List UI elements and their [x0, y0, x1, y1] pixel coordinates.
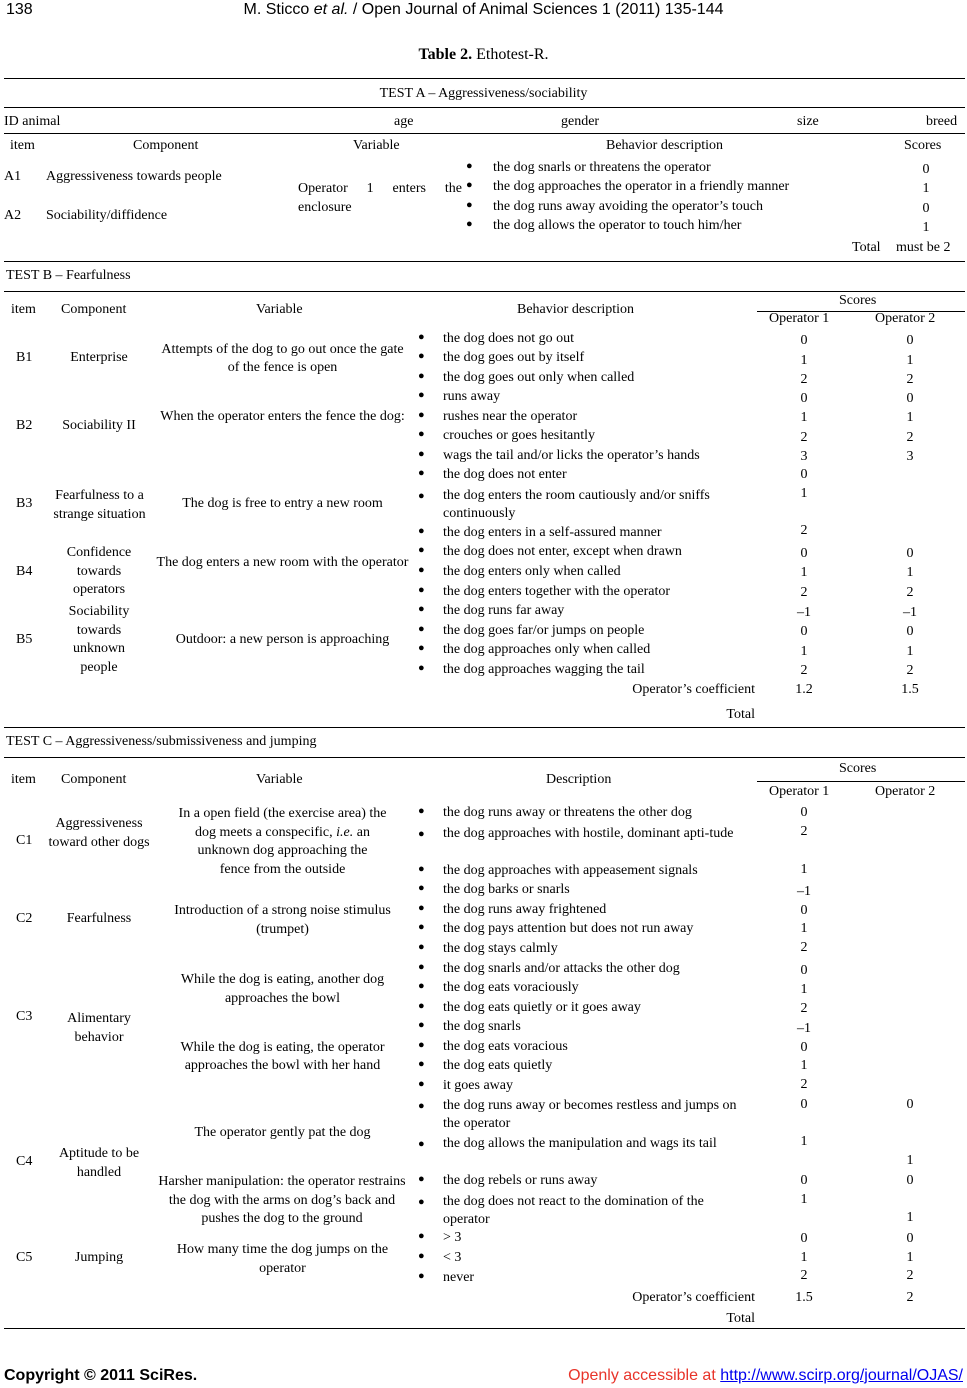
item-c1: C1 — [16, 833, 33, 848]
variable-line: unknown dog approaching the — [197, 843, 368, 858]
item-b4: B4 — [16, 564, 33, 579]
score-value: 2 — [800, 584, 808, 600]
op1-c5 — [784, 1230, 824, 1286]
score-value: 2 — [800, 824, 808, 839]
description-item: ● crouches or goes hesitantly — [418, 428, 596, 443]
col-behavior-description: Behavior description — [606, 138, 724, 153]
score-value: –1 — [797, 884, 811, 899]
score-value: 0 — [800, 902, 808, 918]
col-behavior-description: Behavior description — [517, 302, 635, 317]
description-item: ● the dog enters together with the operator — [418, 584, 671, 599]
score-value: 2 — [906, 662, 914, 678]
coefficient-label-c: Operator’s coefficient — [632, 1290, 755, 1305]
score-value: 1 — [922, 219, 930, 235]
col-scores: Scores — [839, 293, 877, 308]
score-value: 1 — [906, 643, 914, 659]
score-value: 2 — [800, 1001, 808, 1016]
col-item: item — [11, 302, 36, 317]
item-a1: A1 — [4, 169, 22, 184]
copyright: Copyright © 2011 SciRes. — [4, 1367, 198, 1384]
score-value: 1 — [800, 410, 808, 426]
score-value: 1 — [800, 1058, 808, 1074]
description-item: ● the dog enters the room cautiously and/or sniffs continuously — [418, 488, 710, 521]
table-bottom-rule — [4, 1328, 965, 1329]
variable-b5: Outdoor: a new person is approaching — [175, 632, 390, 647]
col-description: Description — [546, 772, 612, 787]
variable-b4: The dog enters a new room with the operator — [156, 555, 409, 570]
item-c4: C4 — [16, 1154, 33, 1169]
op2-b1 — [890, 331, 930, 390]
variable-c2: Introduction of a strong noise stimulus (trumpet) — [174, 903, 391, 937]
description-item: ● the dog snarls and/or attacks the other dog — [418, 961, 680, 976]
gender-label: gender — [561, 114, 600, 129]
score-value: 2 — [906, 1268, 914, 1283]
access-note — [568, 1367, 963, 1385]
op1-b2 — [784, 389, 824, 466]
description-item: ● never — [418, 1270, 475, 1285]
description-item: ● the dog eats quietly — [418, 1058, 553, 1073]
breed-label: breed — [926, 114, 958, 129]
score-value: 0 — [922, 162, 930, 177]
coefficient-op1-b: 1.2 — [795, 682, 813, 697]
component-c3: Alimentary behavior — [67, 1011, 131, 1045]
description-item: ● the dog snarls — [418, 1019, 521, 1034]
variable-c1 — [155, 805, 410, 879]
description-item: ● the dog goes far/or jumps on people — [418, 623, 645, 638]
score-value: 2 — [906, 372, 914, 387]
variable-c3b: While the dog is eating, the operator approaches the bowl with her hand — [180, 1040, 385, 1073]
coefficient-op2-c: 2 — [906, 1290, 914, 1305]
score-value: 0 — [906, 391, 914, 406]
description-item: ● the dog barks or snarls — [418, 882, 570, 897]
score-value: 1 — [800, 1192, 808, 1207]
score-value: 2 — [800, 1077, 808, 1093]
scores-a — [916, 160, 936, 237]
item-b5: B5 — [16, 632, 33, 647]
description-item: ● the dog does not react to the domination of the operator — [418, 1194, 704, 1227]
description-item: ● the dog enters in a self-assured manner — [418, 525, 662, 540]
score-value: 1 — [906, 1249, 914, 1265]
description-item: ● the dog snarls or threatens the operator — [466, 160, 711, 175]
score-value: 1 — [800, 565, 808, 581]
rule — [4, 291, 965, 292]
col-variable: Variable — [256, 772, 303, 787]
rule — [4, 261, 965, 262]
variable-a: Operator 1 enters the enclosure — [298, 181, 462, 215]
op2-b5 — [890, 603, 930, 680]
col-scores: Scores — [839, 761, 877, 776]
col-item: item — [10, 138, 35, 153]
score-value: 1 — [800, 1249, 808, 1265]
item-b2: B2 — [16, 418, 33, 433]
rule — [4, 727, 965, 728]
score-value: 0 — [800, 546, 808, 561]
component-c4: Aptitude to be handled — [58, 1146, 140, 1180]
scores-underline — [757, 781, 965, 782]
score-value: 2 — [800, 429, 808, 445]
op2-c5 — [890, 1230, 930, 1286]
score-value: 3 — [906, 448, 914, 464]
score-value: 3 — [800, 448, 808, 464]
rule — [4, 133, 965, 134]
total-label-b: Total — [726, 707, 755, 722]
description-item: ● the dog goes out only when called — [418, 370, 635, 385]
variable-line: fence from the outside — [219, 861, 346, 877]
description-item: ● the dog enters only when called — [418, 564, 621, 579]
running-header — [0, 1, 967, 19]
description-item: ● the dog approaches only when called — [418, 642, 651, 657]
coefficient-op2-b: 1.5 — [901, 682, 919, 697]
variable-c3a: While the dog is eating, another dog approaches the bowl — [180, 972, 385, 1006]
description-item: ● the dog stays calmly — [418, 941, 558, 956]
description-item: ● the dog pays attention but does not run away — [418, 921, 694, 936]
col-operator-1: Operator 1 — [769, 784, 830, 799]
score-value: 1 — [800, 1134, 808, 1149]
description-item: ● it goes away — [418, 1078, 513, 1093]
col-component: Component — [61, 772, 127, 787]
total-value-a: must be 2 — [896, 240, 951, 255]
description-item: ● runs away — [418, 389, 501, 404]
col-item: item — [11, 772, 36, 787]
description-item: ● the dog does not enter — [418, 467, 567, 482]
op1-b4 — [784, 544, 824, 602]
header-et-al: et al. — [313, 1, 349, 18]
age-label: age — [394, 114, 414, 129]
variable-c4b: Harsher manipulation: the operator restrains the dog with the arms on dog’s back and pushes the dog to the ground — [158, 1174, 406, 1226]
item-a2: A2 — [4, 208, 22, 223]
coefficient-label-b: Operator’s coefficient — [632, 682, 755, 697]
description-item: ● the dog runs far away — [418, 603, 565, 618]
header-journal: / Open Journal of Animal Sciences 1 (2011) 135-144 — [352, 1, 724, 18]
score-value: 0 — [800, 1173, 808, 1188]
col-operator-2: Operator 2 — [875, 784, 936, 799]
col-operator-1: Operator 1 — [769, 311, 830, 326]
score-value: 1 — [800, 643, 808, 659]
variable-c5: How many time the dog jumps on the operator — [176, 1242, 389, 1276]
description-item: ● the dog eats voraciously — [418, 980, 579, 995]
component-b3: Fearfulness to a strange situation — [53, 488, 146, 522]
component-b5: Sociability towards unknown people — [68, 604, 130, 675]
item-c5: C5 — [16, 1250, 33, 1265]
score-value: 0 — [800, 1039, 808, 1055]
rule — [4, 107, 965, 108]
score-value: 2 — [906, 429, 914, 445]
score-value: 2 — [800, 523, 808, 538]
description-item: ● the dog eats voracious — [418, 1039, 568, 1054]
score-value: 1 — [800, 862, 808, 877]
op1-c3a — [784, 961, 824, 1018]
score-value: –1 — [903, 605, 917, 620]
score-value: 1 — [906, 352, 914, 368]
table-top-rule — [4, 78, 965, 79]
description-item: ● the dog approaches with appeasement signals — [418, 863, 698, 878]
caption-label: Table 2. — [418, 46, 473, 63]
description-item: ● the dog goes out by itself — [418, 350, 585, 365]
component-c5: Jumping — [74, 1250, 124, 1265]
description-item: ● > 3 — [418, 1230, 462, 1245]
score-value: 0 — [922, 200, 930, 216]
variable-b2: When the operator enters the fence the dog: — [160, 409, 405, 424]
test-c-title: TEST C – Aggressiveness/submissiveness and jumping — [6, 734, 317, 749]
test-b-title: TEST B – Fearfulness — [6, 268, 131, 283]
component-b1: Enterprise — [70, 350, 128, 365]
score-value: 1 — [906, 410, 914, 426]
table-caption — [0, 46, 967, 64]
component-b2: Sociability II — [62, 418, 136, 433]
score-value: 0 — [800, 333, 808, 348]
description-item: ● the dog does not go out — [418, 331, 575, 346]
score-value: 1 — [800, 486, 808, 501]
description-item: ● the dog approaches with hostile, dominant apti-tude — [418, 826, 734, 841]
variable-c4a: The operator gently pat the dog — [194, 1125, 371, 1140]
score-value: 1 — [800, 921, 808, 937]
col-scores: Scores — [904, 138, 942, 153]
id-animal-label: ID animal — [4, 114, 61, 129]
caption-title: Ethotest-R. — [476, 46, 549, 63]
col-variable: Variable — [256, 302, 303, 317]
size-label: size — [797, 114, 819, 129]
score-value: 0 — [800, 467, 808, 482]
test-a-title: TEST A – Aggressiveness/sociability — [379, 86, 588, 101]
score-value: 0 — [906, 1231, 914, 1246]
description-item: ● the dog runs away or becomes restless and jumps on the operator — [418, 1098, 737, 1131]
score-value: 2 — [800, 372, 808, 387]
op1-c3b — [784, 1020, 824, 1095]
description-item: ● the dog rebels or runs away — [418, 1173, 598, 1188]
description-item: ● wags the tail and/or licks the operator’s hands — [418, 448, 700, 463]
score-value: 0 — [800, 963, 808, 978]
description-item: ● the dog allows the manipulation and wags its tail — [418, 1136, 717, 1151]
total-label-c: Total — [726, 1311, 755, 1326]
score-value: 0 — [800, 805, 808, 820]
op2-b2 — [890, 389, 930, 466]
item-b1: B1 — [16, 350, 33, 365]
description-item: ● the dog approaches the operator in a friendly manner — [466, 179, 790, 194]
score-value: 1 — [922, 181, 930, 197]
score-value: –1 — [797, 605, 811, 620]
score-value: 1 — [906, 1153, 914, 1168]
score-value: 0 — [800, 624, 808, 640]
component-a1: Aggressiveness towards people — [46, 169, 222, 184]
score-value: 2 — [800, 939, 808, 955]
header-authors: M. Sticco — [243, 1, 310, 18]
score-value: 0 — [906, 333, 914, 348]
op2-b4 — [890, 544, 930, 602]
score-value: 0 — [800, 391, 808, 406]
component-a2: Sociability/diffidence — [46, 208, 168, 223]
description-item: ● the dog eats quietly or it goes away — [418, 1000, 641, 1015]
score-value: 0 — [800, 1097, 808, 1112]
description-item: ● the dog does not enter, except when drawn — [418, 544, 682, 559]
description-item: ● the dog approaches wagging the tail — [418, 662, 645, 677]
score-value: 0 — [906, 624, 914, 640]
component-c2: Fearfulness — [66, 911, 132, 926]
variable-b3: The dog is free to entry a new room — [182, 496, 383, 511]
description-item: ● the dog allows the operator to touch him/her — [466, 218, 742, 233]
score-value: 2 — [800, 662, 808, 678]
score-value: –1 — [797, 1021, 811, 1036]
score-value: 0 — [906, 1173, 914, 1188]
score-value: 0 — [906, 1097, 914, 1112]
op1-b1 — [784, 331, 824, 390]
page-number: 138 — [6, 1, 33, 18]
score-value: 0 — [800, 1231, 808, 1246]
item-c2: C2 — [16, 911, 33, 926]
score-value: 2 — [800, 1268, 808, 1283]
description-item: ● the dog runs away or threatens the other dog — [418, 805, 692, 820]
rule — [4, 757, 965, 758]
total-label-a: Total — [852, 240, 881, 255]
score-value: 1 — [800, 982, 808, 997]
variable-line: dog meets a conspecific, i.e. an — [195, 824, 370, 840]
score-value: 1 — [906, 565, 914, 581]
op1-c2 — [784, 883, 824, 957]
score-value: 1 — [906, 1210, 914, 1225]
description-item: ● the dog runs away frightened — [418, 902, 607, 917]
score-value: 2 — [906, 584, 914, 600]
journal-link[interactable]: http://www.scirp.org/journal/OJAS/ — [720, 1367, 963, 1384]
col-component: Component — [133, 138, 199, 153]
op1-b5 — [784, 603, 824, 680]
item-c3: C3 — [16, 1009, 33, 1024]
variable-line: In a open field (the exercise area) the — [178, 806, 387, 821]
col-variable: Variable — [353, 138, 400, 153]
col-operator-2: Operator 2 — [875, 311, 936, 326]
description-item: ● < 3 — [418, 1250, 462, 1265]
variable-b1: Attempts of the dog to go out once the gate of the fence is open — [161, 342, 404, 375]
coefficient-op1-c: 1.5 — [795, 1290, 813, 1305]
description-item: ● rushes near the operator — [418, 409, 578, 424]
component-c1: Aggressiveness toward other dogs — [48, 816, 150, 850]
access-text: Openly accessible at — [568, 1367, 716, 1384]
item-b3: B3 — [16, 496, 33, 511]
description-item: ● the dog runs away avoiding the operator’s touch — [466, 199, 763, 214]
score-value: 0 — [906, 546, 914, 561]
component-b4: Confidence towards operators — [66, 545, 132, 597]
score-value: 1 — [800, 352, 808, 368]
col-component: Component — [61, 302, 127, 317]
